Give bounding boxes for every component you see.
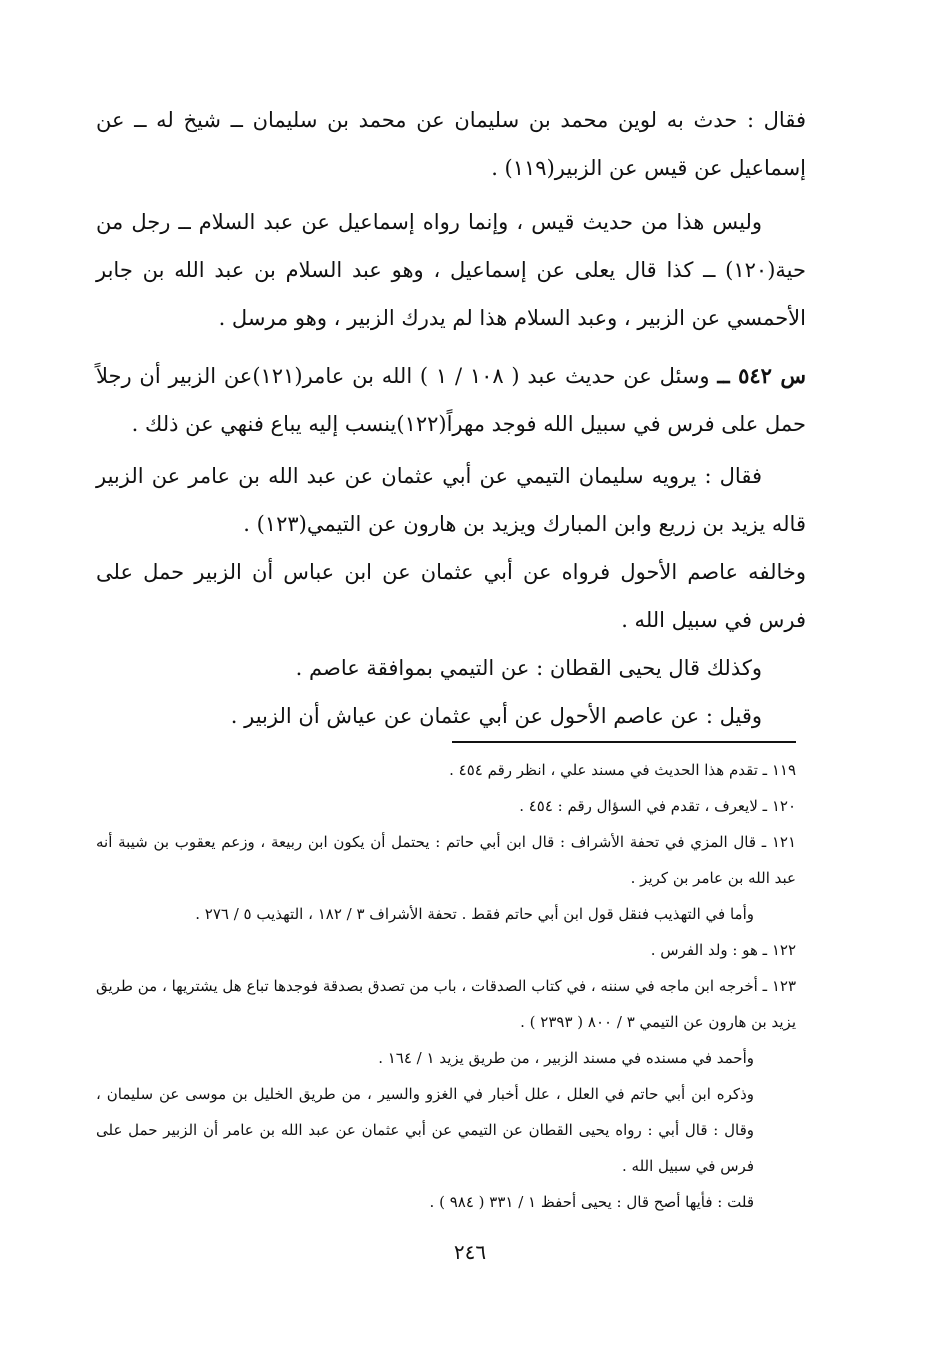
footnote-123-continuation: قلت : فأيها أصح قال : يحيى أحفظ ١ / ٣٣١ ( ٩٨٤ ) . — [429, 1193, 754, 1211]
footnote-123-continuation: وذكره ابن أبي حاتم في العلل ، علل أخبار في الغزو والسير ، من طريق الخليل بن موسى عن سليمان ، وقال : قال أبي : رواه يحيى القطان عن التيمي عن أبي عثمان عن عبد الله بن عامر أن الزبير حمل على فرس في سبيل الله . — [96, 1085, 754, 1175]
question-number: س ٥٤٢ ــ — [717, 363, 806, 388]
footnote-123-continuation: وأحمد في مسنده في مسند الزبير ، من طريق يزيد ١ / ١٦٤ . — [378, 1049, 754, 1067]
question-paragraph — [96, 352, 806, 448]
footnote-120: ١٢٠ ـ لايعرف ، تقدم في السؤال رقم : ٤٥٤ . — [519, 797, 796, 815]
paragraph: وقيل : عن عاصم الأحول عن أبي عثمان عن عياش أن الزبير . — [230, 704, 762, 728]
main-text — [96, 96, 806, 740]
page-number: ٢٤٦ — [453, 1240, 487, 1264]
paragraph: وخالفه عاصم الأحول فرواه عن أبي عثمان عن ابن عباس أن الزبير حمل على فرس في سبيل الله . — [96, 560, 806, 632]
paragraph: وكذلك قال يحيى القطان : عن التيمي بموافقة عاصم . — [295, 656, 762, 680]
paragraph: فقال : حدث به لوين محمد بن سليمان عن محمد بن سليمان ــ شيخ له ــ عن إسماعيل عن قيس عن الزبير(١١٩) . — [96, 108, 806, 180]
footnote-separator — [452, 741, 796, 743]
paragraph: وليس هذا من حديث قيس ، وإنما رواه إسماعيل عن عبد السلام ــ رجل من حية(١٢٠) ــ كذا قال يعلى عن إسماعيل ، وهو عبد السلام بن عبد الله بن جابر الأحمسي عن الزبير ، وعبد السلام هذا لم يدرك الزبير ، وهو مرسل . — [96, 210, 806, 330]
footnote-123: ١٢٣ ـ أخرجه ابن ماجه في سننه ، في كتاب الصدقات ، باب من تصدق بصدقة فوجدها تباع هل يشتريها ، من طريق يزيد بن هارون عن التيمي ٣ / ٨٠٠ ( ٢٣٩٣ ) . — [96, 977, 796, 1031]
footnote-121: ١٢١ ـ قال المزي في تحفة الأشراف : قال ابن أبي حاتم : يحتمل أن يكون ابن ربيعة ، وزعم يعقوب بن شيبة أنه عبد الله بن عامر بن كريز . — [96, 833, 796, 887]
footnote-122: ١٢٢ ـ هو : ولد الفرس . — [650, 941, 796, 959]
question-text: وسئل عن حديث عبد ( ١٠٨ / ١ ) الله بن عامر(١٢١)عن الزبير أن رجلاً حمل على فرس في سبيل الله فوجد مهراً(١٢٢)ينسب إليه يباع فنهي عن ذلك . — [96, 364, 806, 436]
footnotes — [96, 752, 796, 1220]
footnote-121-continuation: وأما في التهذيب فنقل قول ابن أبي حاتم فقط . تحفة الأشراف ٣ / ١٨٢ ، التهذيب ٥ / ٢٧٦ . — [195, 905, 754, 923]
footnote-119: ١١٩ ـ تقدم هذا الحديث في مسند علي ، انظر رقم ٤٥٤ . — [449, 761, 796, 779]
paragraph: فقال : يرويه سليمان التيمي عن أبي عثمان عن عبد الله بن عامر عن الزبير قاله يزيد بن زريع وابن المبارك ويزيد بن هارون عن التيمي(١٢٣) . — [96, 464, 806, 536]
